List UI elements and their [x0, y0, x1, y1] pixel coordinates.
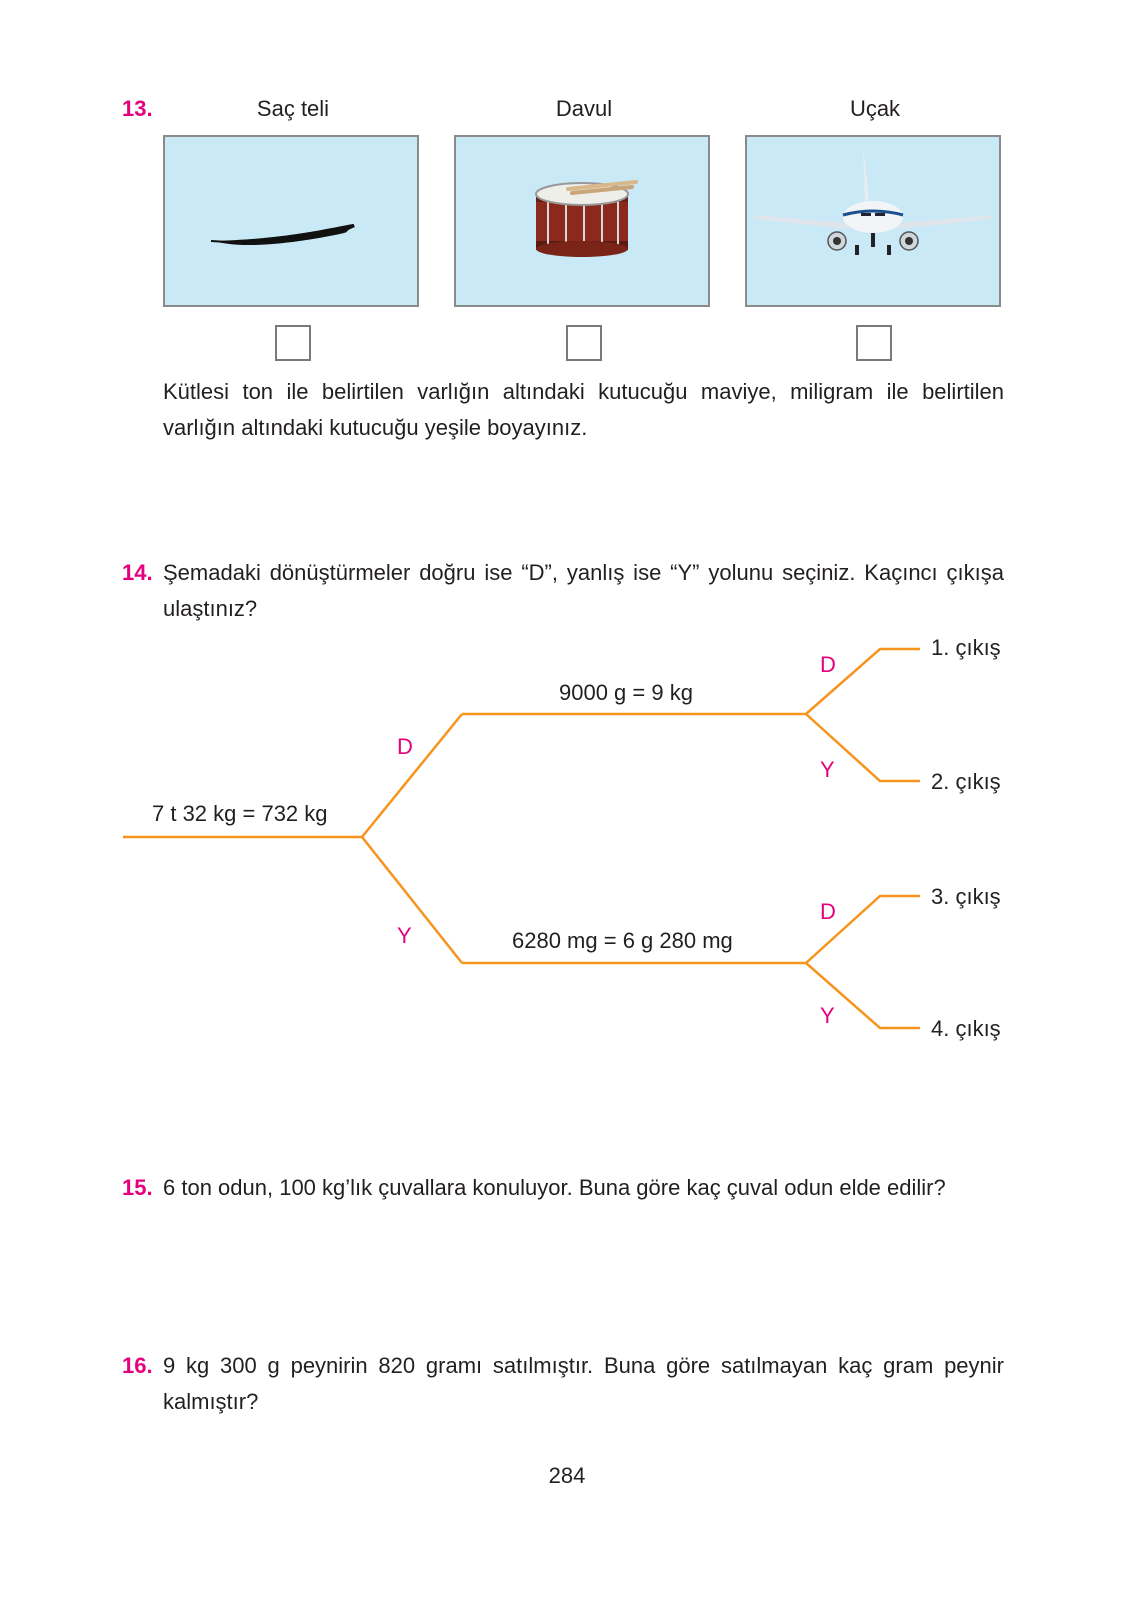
question-16-number: 16.	[122, 1353, 153, 1378]
question-13-number: 13.	[122, 96, 153, 121]
question-14-text: Şemadaki dönüştürmeler doğru ise “D”, yanlış ise “Y” yolunu seçiniz. Kaçıncı çıkışa ulaştınız?	[163, 560, 1004, 621]
question-14-number: 14.	[122, 560, 153, 585]
branch-label-d-upper: D	[820, 652, 836, 677]
branch-label-d-first: D	[397, 734, 413, 759]
branch-y-first	[362, 837, 462, 963]
branch-d-first	[362, 714, 462, 837]
exit-3: 3. çıkış	[931, 884, 1001, 909]
question-13-text: Kütlesi ton ile belirtilen varlığın altındaki kutucuğu maviye, miligram ile belirtilen varlığın altındaki kutucuğu yeşile boyayınız.	[163, 379, 1004, 440]
page-number: 284	[548, 1463, 586, 1488]
upper-statement: 9000 g = 9 kg	[559, 680, 693, 705]
question-15-number: 15.	[122, 1175, 153, 1200]
branch-label-y-upper: Y	[820, 757, 835, 782]
question-15-text: 6 ton odun, 100 kg’lık çuvallara konuluyor. Buna göre kaç çuval odun elde edilir?	[163, 1175, 946, 1200]
exit-1: 1. çıkış	[931, 635, 1001, 660]
caption-drum: Davul	[555, 96, 613, 121]
exit-2: 2. çıkış	[931, 769, 1001, 794]
exit-4: 4. çıkış	[931, 1016, 1001, 1041]
branch-label-y-first: Y	[397, 923, 412, 948]
question-16-text: 9 kg 300 g peynirin 820 gramı satılmıştır. Buna göre satılmayan kaç gram peynir kalmıştır?	[163, 1353, 1004, 1414]
caption-airplane: Uçak	[849, 96, 901, 121]
branch-label-y-lower: Y	[820, 1003, 835, 1028]
lower-statement: 6280 mg = 6 g 280 mg	[512, 928, 733, 953]
start-statement: 7 t 32 kg = 732 kg	[152, 801, 328, 826]
caption-hair: Saç teli	[256, 96, 330, 121]
branch-label-d-lower: D	[820, 899, 836, 924]
